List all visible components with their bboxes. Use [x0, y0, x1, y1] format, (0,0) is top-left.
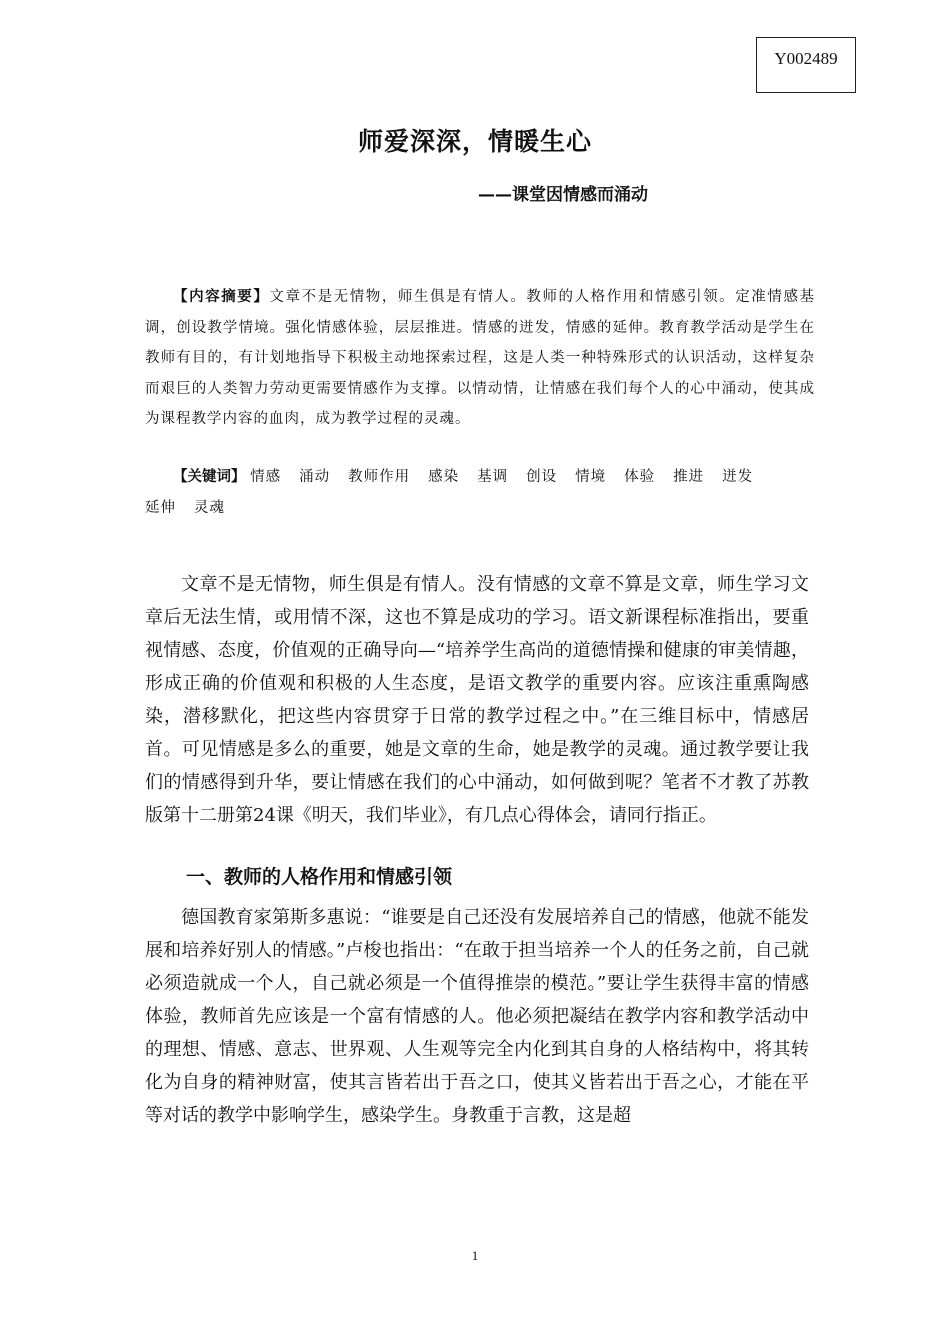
document-subtitle: ——课堂因情感而涌动	[478, 185, 648, 205]
keywords-label: 【关键词】	[173, 469, 246, 485]
body-paragraph-intro: 文章不是无情物，师生俱是有情人。没有情感的文章不算是文章，师生学习文章后无法生情，或用情不深，这也不算是成功的学习。语文新课程标准指出，要重视情感、态度，价值观的正确导向—“培养学生高尚的道德情操和健康的审美情趣，形成正确的价值观和积极的人生态度，是语文教学的重要内容。应该注重熏陶感染，潜移默化，把这些内容贯穿于日常的教学过程之中。”在三维目标中，情感居首。可见情感是多么的重要，她是文章的生命，她是教学的灵魂。通过教学要让我们的情感得到升华，要让情感在我们的心中涌动，如何做到呢？笔者不才教了苏教版第十二册第24课《明天，我们毕业》，有几点心得体会，请同行指正。	[145, 574, 809, 826]
abstract-label: 【内容摘要】	[173, 289, 270, 305]
keyword: 涌动	[299, 469, 331, 485]
abstract-text: 文章不是无情物，师生俱是有情人。教师的人格作用和情感引领。定准情感基调，创设教学情境。强化情感体验，层层推进。情感的迸发，情感的延伸。教育教学活动是学生在教师有目的，有计划地指导下积极主动地探索过程，这是人类一种特殊形式的认识活动，这样复杂而艰巨的人类智力劳动更需要情感作为支撑。以情动情，让情感在我们每个人的心中涌动，使其成为课程教学内容的血肉，成为教学过程的灵魂。	[145, 289, 816, 427]
keyword: 延伸	[145, 500, 176, 516]
keyword: 情境	[575, 469, 607, 485]
body-paragraph-section1: 德国教育家第斯多惠说：“谁要是自己还没有发展培养自己的情感，他就不能发展和培养好别人的情感。”卢梭也指出：“在敢于担当培养一个人的任务之前，自己就必须造就成一个人，自己就必须是一个值得推崇的模范。”要让学生获得丰富的情感体验，教师首先应该是一个富有情感的人。他必须把凝结在教学内容和教学活动中的理想、情感、意志、世界观、人生观等完全内化到其自身的人格结构中，将其转化为自身的精神财富，使其言皆若出于吾之口，使其义皆若出于吾之心，才能在平等对话的教学中影响学生，感染学生。身教重于言教，这是超	[145, 907, 809, 1126]
keywords-paragraph	[145, 462, 815, 524]
keyword: 感染	[428, 469, 460, 485]
keyword: 基调	[477, 469, 509, 485]
keyword: 体验	[624, 469, 656, 485]
document-title: 师爱深深，情暖生心	[357, 127, 592, 156]
keyword: 创设	[526, 469, 558, 485]
keyword: 推进	[673, 469, 705, 485]
keyword: 教师作用	[348, 469, 411, 485]
section-heading-1: 一、教师的人格作用和情感引领	[186, 866, 453, 888]
keyword: 情感	[250, 469, 282, 485]
keyword: 灵魂	[194, 500, 225, 516]
document-code-box: Y002489	[756, 37, 856, 93]
keyword: 迸发	[722, 469, 754, 485]
page-number: 1	[471, 1248, 479, 1263]
abstract-paragraph	[145, 282, 815, 435]
